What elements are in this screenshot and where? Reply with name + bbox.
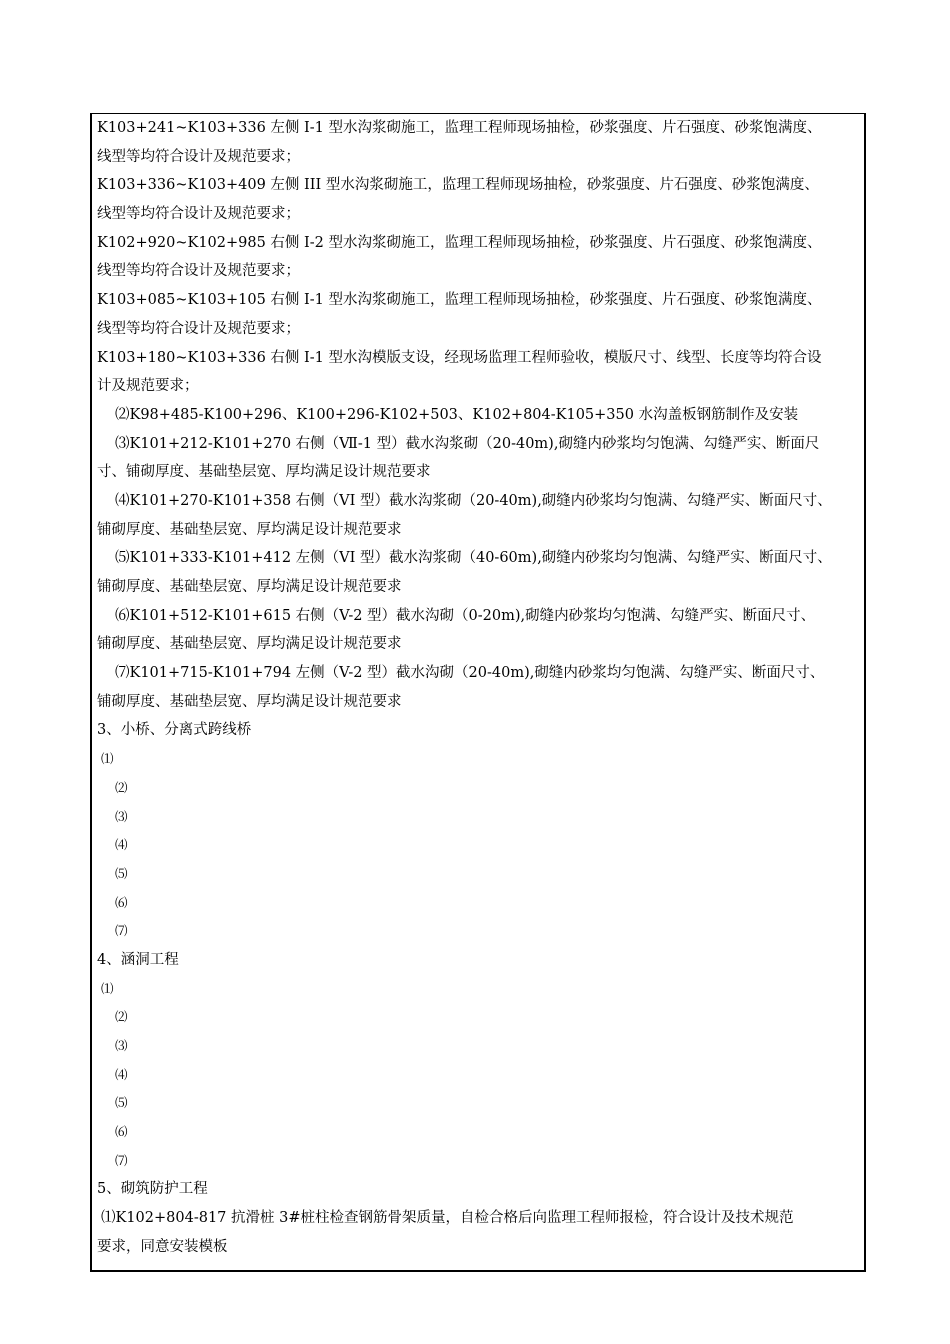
text-line: ⑶K101+212-K101+270 右侧（Ⅶ-1 型）截水沟浆砌（20-40m),砌缝内砂浆均匀饱满、勾缝严实、断面尺 <box>115 435 820 452</box>
text-line: ⑺K101+715-K101+794 左侧（V-2 型）截水沟砌（20-40m),砌缝内砂浆均匀饱满、勾缝严实、断面尺寸、 <box>115 665 825 682</box>
text-line: 寸、铺砌厚度、基础垫层宽、厚均满足设计规范要求 <box>97 464 431 481</box>
text-line: 铺砌厚度、基础垫层宽、厚均满足设计规范要求 <box>97 693 402 710</box>
text-line: ⑹K101+512-K101+615 右侧（V-2 型）截水沟砌（0-20m),砌缝内砂浆均匀饱满、勾缝严实、断面尺寸、 <box>115 607 816 624</box>
list-item-number: ⑶ <box>115 1038 128 1053</box>
section-heading: 3、小桥、分离式跨线桥 <box>97 722 252 739</box>
text-line: K103+241~K103+336 左侧 I-1 型水沟浆砌施工，监理工程师现场抽检，砂浆强度、片石强度、砂浆饱满度、 <box>97 120 822 136</box>
list-item-number: ⑴ <box>101 751 114 767</box>
text-line: 线型等均符合设计及规范要求； <box>97 148 300 165</box>
text-line: 线型等均符合设计及规范要求； <box>97 320 300 337</box>
list-item-number: ⑸ <box>115 865 128 881</box>
text-line: 线型等均符合设计及规范要求； <box>97 206 300 223</box>
list-item-number: ⑷ <box>115 1066 128 1082</box>
text-line: 要求，同意安装模板 <box>97 1238 228 1255</box>
list-item-number: ⑴ <box>101 980 114 996</box>
text-line: K103+180~K103+336 右侧 I-1 型水沟模版支设，经现场监理工程师验收，模版尺寸、线型、长度等均符合设 <box>97 349 822 366</box>
text-line: K103+085~K103+105 右侧 I-1 型水沟浆砌施工，监理工程师现场抽检，砂浆强度、片石强度、砂浆饱满度、 <box>97 292 822 309</box>
list-item-number: ⑹ <box>115 894 128 910</box>
list-item-number: ⑺ <box>115 1152 128 1168</box>
section-heading: 4、涵洞工程 <box>97 951 179 968</box>
list-item-number: ⑹ <box>115 1124 128 1140</box>
text-line: 铺砌厚度、基础垫层宽、厚均满足设计规范要求 <box>97 521 402 538</box>
text-line: ⑷K101+270-K101+358 右侧（VI 型）截水沟浆砌（20-40m),砌缝内砂浆均匀饱满、勾缝严实、断面尺寸、 <box>115 492 832 509</box>
document-body <box>97 114 861 1262</box>
section-heading: 5、砌筑防护工程 <box>97 1181 208 1198</box>
text-line: ⑸K101+333-K101+412 左侧（VI 型）截水沟浆砌（40-60m),砌缝内砂浆均匀饱满、勾缝严实、断面尺寸、 <box>115 550 832 567</box>
text-line: K103+336~K103+409 左侧 III 型水沟浆砌施工，监理工程师现场抽检，砂浆强度、片石强度、砂浆饱满度、 <box>97 177 819 194</box>
text-line: 线型等均符合设计及规范要求； <box>97 263 300 280</box>
text-line: 铺砌厚度、基础垫层宽、厚均满足设计规范要求 <box>97 579 402 595</box>
list-item-number: ⑺ <box>115 923 128 939</box>
list-item-number: ⑷ <box>115 837 128 853</box>
text-line: 计及规范要求； <box>97 378 199 395</box>
text-line: ⑵K98+485-K100+296、K100+296-K102+503、K102+804-K105+350 水沟盖板钢筋制作及安装 <box>115 406 799 423</box>
list-item-number: ⑵ <box>115 779 128 795</box>
text-line: 铺砌厚度、基础垫层宽、厚均满足设计规范要求 <box>97 636 402 653</box>
text-line: K102+920~K102+985 右侧 I-2 型水沟浆砌施工，监理工程师现场抽检，砂浆强度、片石强度、砂浆饱满度、 <box>97 234 822 251</box>
list-item-number: ⑶ <box>115 808 128 824</box>
text-line: ⑴K102+804-817 抗滑桩 3#桩柱检查钢筋骨架质量，自检合格后向监理工程师报检，符合设计及技术规范 <box>101 1210 794 1227</box>
list-item-number: ⑵ <box>115 1009 128 1025</box>
list-item-number: ⑸ <box>115 1095 128 1111</box>
